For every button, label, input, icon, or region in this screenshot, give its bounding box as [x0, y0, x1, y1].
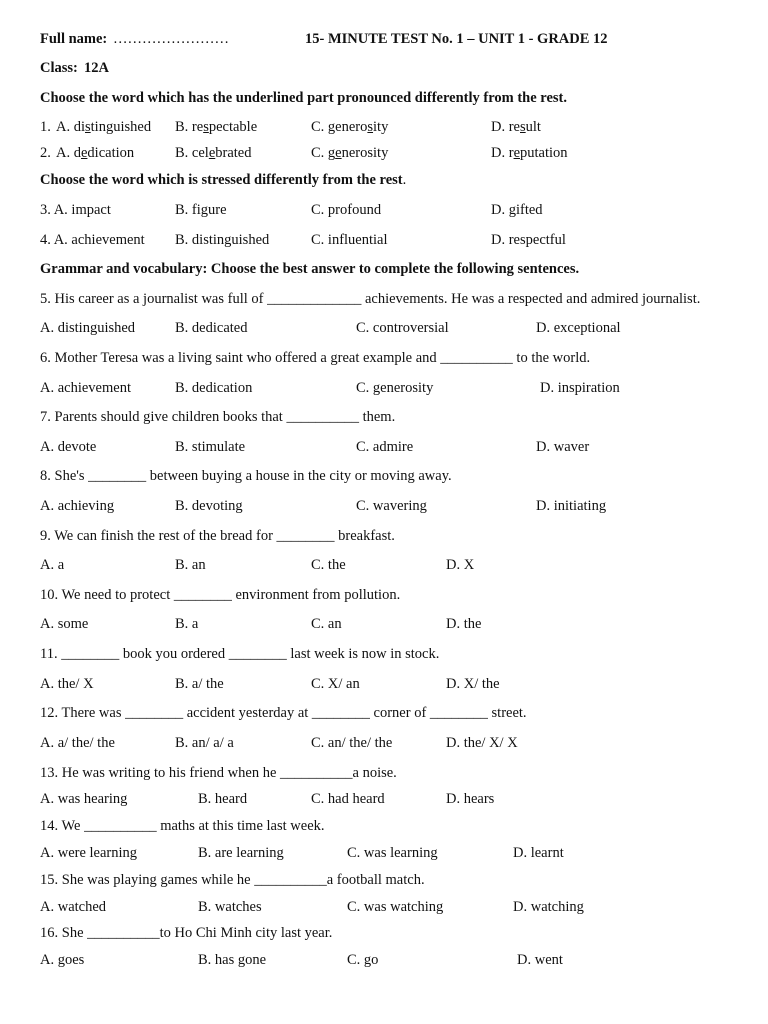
option-c: C. wavering — [356, 498, 427, 514]
option-b: B. a — [175, 616, 199, 632]
option-b: B. celebrated — [175, 145, 252, 161]
question-stem: 6. Mother Teresa was a living saint who offered a great example and __________ to the world. — [40, 350, 591, 366]
question-14-stem — [0, 816, 768, 836]
section-pronunciation — [0, 88, 768, 108]
question-stem: 16. She __________to Ho Chi Minh city last year. — [40, 925, 333, 941]
question-stem: 11. ________ book you ordered ________ last week is now in stock. — [40, 646, 440, 662]
question-7-stem — [0, 407, 768, 427]
option-b: B. dedicated — [175, 320, 248, 336]
test-title: 15- MINUTE TEST No. 1 – UNIT 1 - GRADE 12 — [305, 31, 608, 47]
section-heading: Choose the word which is stressed differently from the rest. — [40, 172, 407, 188]
option-d: D. X — [446, 557, 475, 573]
option-a: A. a/ the/ the — [40, 735, 115, 751]
option-d: D. initiating — [536, 498, 607, 514]
option-a: A. achieving — [40, 498, 115, 514]
option-c: C. controversial — [356, 320, 449, 336]
question-7-options — [0, 437, 768, 457]
option-d: D. watching — [513, 899, 584, 915]
option-a: 4. A. achievement — [40, 232, 145, 248]
question-8-options — [0, 496, 768, 516]
option-c: C. go — [347, 952, 379, 968]
question-4 — [0, 230, 768, 250]
question-stem: 7. Parents should give children books that __________ them. — [40, 409, 396, 425]
full-name-blank: …………………… — [113, 31, 229, 47]
option-c: C. X/ an — [311, 676, 360, 692]
option-c: C. was learning — [347, 845, 438, 861]
class-label: Class: — [40, 60, 78, 76]
option-a: A. was hearing — [40, 791, 128, 807]
option-c: C. was watching — [347, 899, 444, 915]
question-stem: 12. There was ________ accident yesterday at ________ corner of ________ street. — [40, 705, 527, 721]
question-16-stem — [0, 923, 768, 943]
option-c: C. profound — [311, 202, 382, 218]
question-5-options — [0, 318, 768, 338]
full-name-label: Full name: — [40, 31, 108, 47]
class-line — [0, 58, 768, 78]
section-stress — [0, 170, 768, 190]
option-b: B. dedication — [175, 380, 253, 396]
option-a: A. a — [40, 557, 65, 573]
question-2 — [0, 143, 768, 163]
option-d: D. went — [517, 952, 563, 968]
option-a: A. watched — [40, 899, 107, 915]
question-number: 2. — [40, 145, 51, 161]
option-c: C. generosity — [311, 145, 389, 161]
question-8-stem — [0, 466, 768, 486]
option-b: B. stimulate — [175, 439, 246, 455]
question-11-stem — [0, 644, 768, 664]
question-stem: 9. We can finish the rest of the bread for ________ breakfast. — [40, 528, 395, 544]
question-9-stem — [0, 526, 768, 546]
option-b: B. respectable — [175, 119, 258, 135]
option-b: B. an — [175, 557, 206, 573]
option-d: D. inspiration — [540, 380, 620, 396]
option-d: D. X/ the — [446, 676, 500, 692]
question-10-options — [0, 614, 768, 634]
question-13-stem — [0, 763, 768, 783]
option-c: C. had heard — [311, 791, 385, 807]
option-b: B. figure — [175, 202, 227, 218]
option-d: D. reputation — [491, 145, 568, 161]
question-12-options — [0, 733, 768, 753]
option-b: B. are learning — [198, 845, 284, 861]
option-a: A. some — [40, 616, 89, 632]
question-stem: 14. We __________ maths at this time last week. — [40, 818, 325, 834]
option-b: B. has gone — [198, 952, 267, 968]
option-a: 3. A. impact — [40, 202, 111, 218]
option-d: D. respectful — [491, 232, 566, 248]
question-13-options — [0, 789, 768, 809]
option-a: A. goes — [40, 952, 85, 968]
option-c: C. generosity — [311, 119, 389, 135]
question-stem: 13. He was writing to his friend when he __________a noise. — [40, 765, 397, 781]
option-b: B. distinguished — [175, 232, 270, 248]
option-d: D. result — [491, 119, 541, 135]
option-c: C. an/ the/ the — [311, 735, 393, 751]
option-c: C. the — [311, 557, 346, 573]
option-d: D. gifted — [491, 202, 543, 218]
question-1 — [0, 117, 768, 137]
option-b: B. a/ the — [175, 676, 224, 692]
option-c: C. influential — [311, 232, 388, 248]
option-d: D. hears — [446, 791, 495, 807]
question-9-options — [0, 555, 768, 575]
option-b: B. an/ a/ a — [175, 735, 234, 751]
question-11-options — [0, 674, 768, 694]
section-heading: Grammar and vocabulary: Choose the best answer to complete the following sentences. — [40, 261, 580, 277]
question-12-stem — [0, 703, 768, 723]
question-6-stem — [0, 348, 768, 368]
question-stem: 15. She was playing games while he __________a football match. — [40, 872, 425, 888]
class-value: 12A — [84, 60, 109, 76]
section-grammar — [0, 259, 768, 279]
header-line — [0, 29, 768, 49]
option-b: B. heard — [198, 791, 248, 807]
question-15-stem — [0, 870, 768, 890]
option-a: A. were learning — [40, 845, 138, 861]
question-stem: 5. His career as a journalist was full of _____________ achievements. He was a respected and admired journalist. — [40, 291, 701, 307]
question-3 — [0, 200, 768, 220]
question-stem: 8. She's ________ between buying a house in the city or moving away. — [40, 468, 452, 484]
option-d: D. learnt — [513, 845, 564, 861]
option-d: D. the — [446, 616, 482, 632]
option-a: A. dedication — [56, 145, 135, 161]
question-14-options — [0, 843, 768, 863]
option-c: C. generosity — [356, 380, 434, 396]
option-a: A. achievement — [40, 380, 131, 396]
question-5-stem — [0, 289, 768, 309]
question-6-options — [0, 378, 768, 398]
question-number: 1. — [40, 119, 51, 135]
option-b: B. watches — [198, 899, 262, 915]
option-d: D. waver — [536, 439, 590, 455]
option-b: B. devoting — [175, 498, 243, 514]
option-a: A. distinguished — [56, 119, 152, 135]
option-d: D. the/ X/ X — [446, 735, 518, 751]
option-a: A. distinguished — [40, 320, 136, 336]
question-16-options — [0, 950, 768, 970]
question-10-stem — [0, 585, 768, 605]
option-a: A. the/ X — [40, 676, 94, 692]
option-a: A. devote — [40, 439, 97, 455]
section-heading: Choose the word which has the underlined part pronounced differently from the rest. — [40, 90, 567, 106]
option-c: C. admire — [356, 439, 414, 455]
option-d: D. exceptional — [536, 320, 621, 336]
option-c: C. an — [311, 616, 342, 632]
question-15-options — [0, 897, 768, 917]
question-stem: 10. We need to protect ________ environment from pollution. — [40, 587, 401, 603]
